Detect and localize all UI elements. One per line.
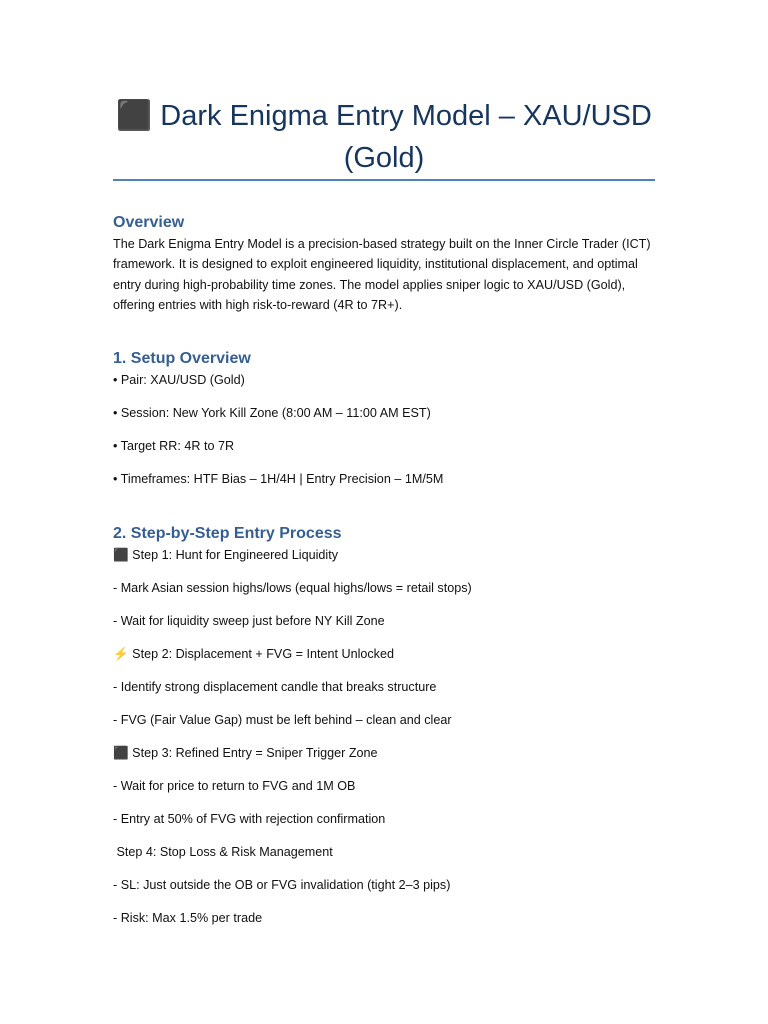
- step-3-heading: ⬛ Step 3: Refined Entry = Sniper Trigger Zone: [113, 745, 378, 760]
- document-title: ⬛ Dark Enigma Entry Model – XAU/USD (Gold): [116, 100, 652, 174]
- section-spacer: [113, 316, 655, 348]
- overview-paragraph: The Dark Enigma Entry Model is a precision-based strategy built on the Inner Circle Trader (ICT) framework. It is designed to exploit engineered liquidity, institutional displacement, and optimal entry during high-probability time zones. The model applies sniper logic to XAU/USD (Gold), offering entries with high risk-to-reward (4R to 7R+).: [113, 237, 651, 313]
- setup-item-target-rr: • Target RR: 4R to 7R: [113, 438, 235, 453]
- setup-item-session: • Session: New York Kill Zone (8:00 AM – 11:00 AM EST): [113, 405, 431, 420]
- step-3-detail: - Entry at 50% of FVG with rejection confirmation: [113, 811, 386, 826]
- step-4-detail: - Risk: Max 1.5% per trade: [113, 910, 263, 925]
- step-1-detail: - Mark Asian session highs/lows (equal highs/lows = retail stops): [113, 580, 472, 595]
- document-page: [113, 0, 655, 1024]
- step-2-detail: - Identify strong displacement candle that breaks structure: [113, 679, 437, 694]
- step-4-heading: Step 4: Stop Loss & Risk Management: [113, 844, 333, 859]
- section-spacer: [113, 489, 655, 523]
- title-underline: [113, 179, 655, 181]
- document-body: [113, 212, 655, 928]
- entry-process-heading: 2. Step-by-Step Entry Process: [113, 524, 342, 542]
- step-2-heading: ⚡ Step 2: Displacement + FVG = Intent Unlocked: [113, 646, 394, 661]
- step-1-heading: ⬛ Step 1: Hunt for Engineered Liquidity: [113, 547, 339, 562]
- setup-item-pair: • Pair: XAU/USD (Gold): [113, 372, 245, 387]
- entry-process-section: [113, 523, 655, 928]
- step-1-detail: - Wait for liquidity sweep just before NY Kill Zone: [113, 613, 385, 628]
- overview-section: [113, 212, 655, 316]
- step-2-detail: - FVG (Fair Value Gap) must be left behind – clean and clear: [113, 712, 452, 727]
- setup-overview-heading: 1. Setup Overview: [113, 349, 251, 367]
- setup-item-timeframes: • Timeframes: HTF Bias – 1H/4H | Entry Precision – 1M/5M: [113, 471, 444, 486]
- step-4-detail: - SL: Just outside the OB or FVG invalidation (tight 2–3 pips): [113, 877, 451, 892]
- overview-heading: Overview: [113, 214, 185, 231]
- step-3-detail: - Wait for price to return to FVG and 1M OB: [113, 778, 356, 793]
- setup-overview-section: [113, 348, 655, 489]
